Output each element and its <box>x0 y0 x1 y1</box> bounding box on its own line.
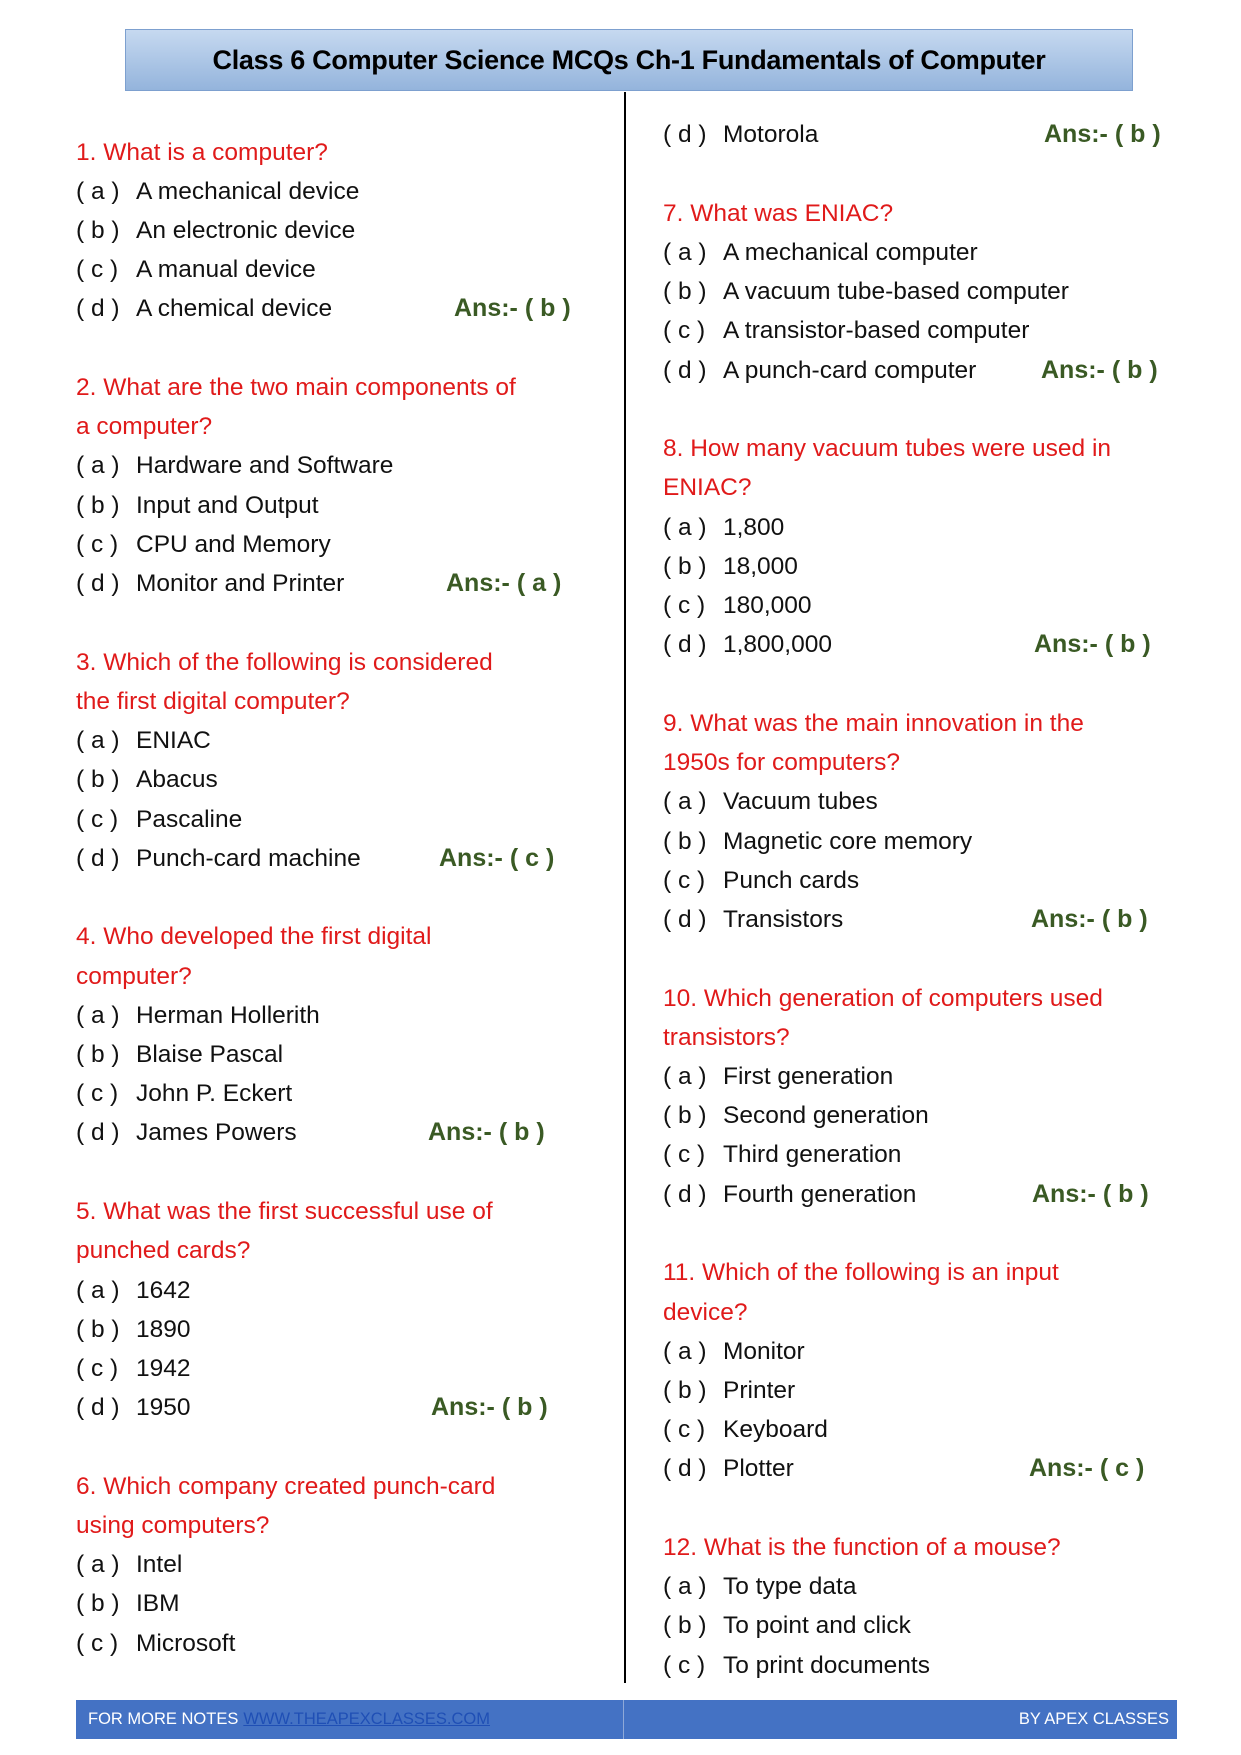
option-item <box>663 1175 1149 1214</box>
page-title: Class 6 Computer Science MCQs Ch-1 Fundamentals of Computer <box>212 44 1046 75</box>
option-text: To type data <box>723 1573 857 1601</box>
option-label: ( a ) <box>663 1337 707 1365</box>
question-text: computer? <box>76 962 192 990</box>
option-label: ( b ) <box>663 827 707 855</box>
option-label: ( b ) <box>76 1590 120 1618</box>
answer-key: Ans:- ( b ) <box>1032 1179 1149 1208</box>
question-text: 1950s for computers? <box>663 749 900 777</box>
question-text: 2. What are the two main components of <box>76 374 516 401</box>
option-label: ( c ) <box>663 317 706 345</box>
option-label: ( d ) <box>76 295 120 323</box>
option-item <box>76 289 571 328</box>
option-item <box>663 233 978 272</box>
option-label: ( c ) <box>76 530 119 558</box>
option-text: Plotter <box>723 1455 794 1483</box>
option-label: ( a ) <box>663 513 707 541</box>
option-item <box>76 1074 292 1113</box>
option-text: A transistor-based computer <box>723 317 1030 345</box>
option-item <box>76 1349 191 1388</box>
question-text: the first digital computer? <box>76 687 350 715</box>
option-text: A mechanical computer <box>723 238 978 266</box>
option-label: ( b ) <box>663 1612 707 1640</box>
option-label: ( b ) <box>76 491 120 519</box>
option-text: 1,800,000 <box>723 631 832 659</box>
footer-notes-label: FOR MORE NOTES <box>88 1710 239 1728</box>
question-text: 7. What was ENIAC? <box>663 199 894 227</box>
option-item <box>76 1271 191 1310</box>
question-text: 11. Which of the following is an input <box>663 1259 1059 1287</box>
option-text: Input and Output <box>136 491 319 519</box>
option-text: To point and click <box>723 1612 911 1640</box>
option-label: ( a ) <box>663 1573 707 1601</box>
option-text: Blaise Pascal <box>136 1041 284 1068</box>
option-text: Punch-card machine <box>136 844 361 872</box>
option-item <box>663 1449 1145 1488</box>
option-label: ( c ) <box>76 1080 119 1108</box>
option-item <box>663 1410 828 1449</box>
option-text: 1942 <box>136 1354 191 1382</box>
option-label: ( c ) <box>663 1651 706 1679</box>
option-text: First generation <box>723 1063 894 1090</box>
answer-key: Ans:- ( b ) <box>1034 630 1151 659</box>
option-item <box>76 996 320 1035</box>
option-item <box>76 211 355 250</box>
option-item <box>663 508 784 547</box>
option-item <box>663 1057 893 1096</box>
option-label: ( d ) <box>76 1394 120 1422</box>
option-item <box>76 721 211 760</box>
option-item <box>76 1388 548 1427</box>
answer-key: Ans:- ( b ) <box>454 294 571 323</box>
option-item <box>663 1567 856 1606</box>
option-label: ( c ) <box>76 1629 119 1657</box>
option-item <box>663 822 972 861</box>
answer-key: Ans:- ( b ) <box>431 1393 548 1422</box>
option-item <box>76 486 319 525</box>
option-text: Hardware and Software <box>136 452 394 480</box>
question-text: 9. What was the main innovation in the <box>663 709 1084 737</box>
option-label: ( a ) <box>76 1001 120 1029</box>
option-item <box>76 1545 182 1584</box>
option-label: ( c ) <box>663 866 706 894</box>
column-divider <box>624 92 626 1683</box>
option-item <box>76 839 555 878</box>
option-label: ( a ) <box>76 1551 120 1579</box>
option-text: IBM <box>136 1590 180 1618</box>
option-text: 1642 <box>136 1276 191 1304</box>
option-item <box>663 547 798 586</box>
option-text: Abacus <box>136 766 218 794</box>
option-item <box>663 782 878 821</box>
option-text: Keyboard <box>723 1416 828 1444</box>
option-label: ( c ) <box>76 805 119 833</box>
option-text: Monitor and Printer <box>136 570 345 597</box>
option-item <box>663 1606 911 1645</box>
option-item <box>663 272 1069 311</box>
option-item <box>663 115 1161 154</box>
option-label: ( d ) <box>663 631 707 659</box>
option-text: Fourth generation <box>723 1180 917 1208</box>
answer-key: Ans:- ( c ) <box>439 843 555 872</box>
option-item <box>663 1371 795 1410</box>
question-text: using computers? <box>76 1512 270 1539</box>
option-label: ( d ) <box>76 844 120 872</box>
question-text: punched cards? <box>76 1237 251 1265</box>
answer-key: Ans:- ( b ) <box>1031 904 1148 933</box>
option-item <box>76 1310 191 1349</box>
question-text: ENIAC? <box>663 474 752 502</box>
option-item <box>76 446 393 485</box>
option-label: ( b ) <box>663 1376 707 1404</box>
option-text: ENIAC <box>136 727 211 755</box>
option-text: Punch cards <box>723 866 860 894</box>
option-item <box>663 625 1151 664</box>
option-item <box>76 1113 545 1152</box>
option-item <box>663 1332 805 1371</box>
option-item <box>663 1135 901 1174</box>
option-label: ( a ) <box>76 727 120 755</box>
option-label: ( d ) <box>76 1119 120 1147</box>
option-text: James Powers <box>136 1119 297 1147</box>
option-label: ( a ) <box>76 177 120 205</box>
option-label: ( d ) <box>663 121 707 148</box>
option-label: ( a ) <box>663 1063 707 1090</box>
option-item <box>663 311 1029 350</box>
option-label: ( a ) <box>663 238 707 266</box>
option-label: ( b ) <box>663 1102 707 1130</box>
option-text: A vacuum tube-based computer <box>723 278 1069 306</box>
footer-right <box>624 1700 1177 1739</box>
option-item <box>76 1584 180 1623</box>
option-text: 1,800 <box>723 513 785 541</box>
option-label: ( d ) <box>663 356 707 384</box>
option-item <box>663 351 1158 390</box>
option-text: 180,000 <box>723 592 812 619</box>
option-text: Pascaline <box>136 805 243 833</box>
option-item <box>663 586 812 625</box>
option-item <box>663 861 859 900</box>
question-text: device? <box>663 1298 748 1326</box>
answer-key: Ans:- ( c ) <box>1029 1454 1145 1483</box>
option-text: John P. Eckert <box>136 1080 293 1108</box>
question-text: 10. Which generation of computers used <box>663 984 1103 1012</box>
option-text: To print documents <box>723 1651 930 1679</box>
option-item <box>663 1096 929 1135</box>
option-text: An electronic device <box>136 216 356 244</box>
option-item <box>76 525 331 564</box>
option-text: Motorola <box>723 121 819 148</box>
option-label: ( c ) <box>663 592 706 619</box>
question-text: 6. Which company created punch-card <box>76 1472 496 1500</box>
option-text: Second generation <box>723 1102 929 1130</box>
answer-key: Ans:- ( a ) <box>446 569 562 597</box>
option-text: A manual device <box>136 256 316 284</box>
option-text: Printer <box>723 1376 796 1404</box>
option-label: ( a ) <box>663 788 707 816</box>
option-label: ( c ) <box>76 256 119 284</box>
option-text: 18,000 <box>723 552 798 580</box>
option-label: ( b ) <box>76 216 120 244</box>
option-label: ( d ) <box>663 1180 707 1208</box>
option-text: Vacuum tubes <box>723 788 878 816</box>
option-label: ( d ) <box>663 905 707 933</box>
option-item <box>663 900 1148 939</box>
question-text: 4. Who developed the first digital <box>76 923 432 951</box>
footer-left <box>76 1700 624 1739</box>
option-label: ( b ) <box>663 278 707 306</box>
option-text: Intel <box>136 1551 183 1579</box>
question-text: 8. How many vacuum tubes were used in <box>663 435 1112 463</box>
option-text: Third generation <box>723 1141 902 1169</box>
question-text: 3. Which of the following is considered <box>76 648 493 676</box>
footer-credit: BY APEX CLASSES <box>1018 1710 1169 1728</box>
option-item <box>76 1035 283 1074</box>
option-label: ( d ) <box>76 570 120 597</box>
option-item <box>76 172 359 211</box>
option-text: Microsoft <box>136 1629 236 1657</box>
option-text: Transistors <box>723 905 844 933</box>
answer-key: Ans:- ( b ) <box>428 1118 545 1147</box>
option-text: Monitor <box>723 1337 805 1365</box>
option-item <box>76 760 218 799</box>
answer-key: Ans:- ( b ) <box>1041 355 1158 384</box>
option-text: CPU and Memory <box>136 530 331 558</box>
option-item <box>76 800 242 839</box>
answer-key: Ans:- ( b ) <box>1044 120 1161 148</box>
question-text: 1. What is a computer? <box>76 138 328 166</box>
option-label: ( c ) <box>663 1416 706 1444</box>
option-item <box>76 250 316 289</box>
option-item <box>76 564 562 603</box>
option-text: 1950 <box>136 1394 191 1422</box>
option-text: 1890 <box>136 1315 191 1343</box>
option-label: ( d ) <box>663 1455 707 1483</box>
footer-bar <box>76 1700 1177 1739</box>
option-text: A punch-card computer <box>723 356 977 384</box>
option-label: ( c ) <box>76 1354 119 1382</box>
question-text: 5. What was the first successful use of <box>76 1198 493 1226</box>
option-text: A mechanical device <box>136 177 360 205</box>
question-text: a computer? <box>76 413 213 441</box>
title-banner <box>125 29 1133 91</box>
option-text: A chemical device <box>136 295 333 323</box>
option-label: ( a ) <box>76 1276 120 1304</box>
question-text: 12. What is the function of a mouse? <box>663 1534 1061 1561</box>
option-item <box>76 1624 235 1663</box>
option-text: Magnetic core memory <box>723 827 973 855</box>
option-item <box>663 1646 930 1685</box>
question-text: transistors? <box>663 1023 790 1051</box>
option-text: Herman Hollerith <box>136 1001 320 1029</box>
option-label: ( c ) <box>663 1141 706 1169</box>
option-label: ( b ) <box>76 766 120 794</box>
option-label: ( a ) <box>76 452 120 480</box>
option-label: ( b ) <box>76 1041 120 1068</box>
option-label: ( b ) <box>76 1315 120 1343</box>
website-link[interactable]: WWW.THEAPEXCLASSES.COM <box>243 1710 490 1728</box>
option-label: ( b ) <box>663 552 707 580</box>
